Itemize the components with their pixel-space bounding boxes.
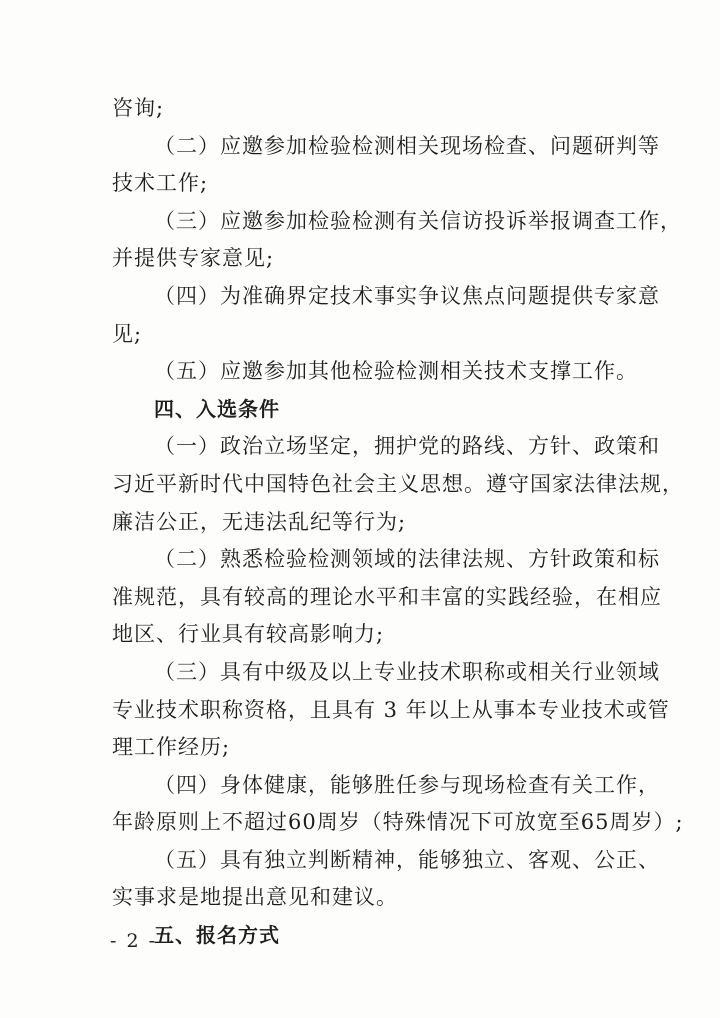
paragraph-line: （五）具有独立判断精神，能够独立、客观、公正、: [154, 847, 660, 872]
paragraph-line: （五）应邀参加其他检验检测相关技术支撑工作。: [154, 359, 638, 384]
paragraph-line: 地区、行业具有较高影响力;: [112, 622, 385, 647]
paragraph-line: 并提供专家意见;: [112, 246, 275, 271]
paragraph-line: 实事求是地提出意见和建议。: [112, 885, 398, 910]
paragraph-line: 准规范，具有较高的理论水平和丰富的实践经验，在相应: [112, 584, 662, 609]
paragraph-line: 习近平新时代中国特色社会主义思想。遵守国家法律法规，: [112, 471, 684, 496]
page-number: - 2 -: [110, 930, 158, 952]
paragraph-line: （一）政治立场坚定，拥护党的路线、方针、政策和: [154, 434, 660, 459]
paragraph-line: （二）熟悉检验检测领域的法律法规、方针政策和标: [154, 547, 660, 572]
document-body: [112, 90, 684, 955]
paragraph-line: 廉洁公正，无违法乱纪等行为;: [112, 509, 407, 534]
section-heading: 五、报名方式: [154, 923, 280, 948]
paragraph-line: 专业技术职称资格，且具有 3 年以上从事本专业技术或管: [112, 697, 670, 722]
paragraph-line: （二）应邀参加检验检测相关现场检查、问题研判等: [154, 133, 660, 158]
paragraph-line: （三）应邀参加检验检测有关信访投诉举报调查工作，: [154, 208, 682, 233]
paragraph-line: （三）具有中级及以上专业技术职称或相关行业领域: [154, 659, 660, 684]
paragraph-line: 理工作经历;: [112, 735, 231, 760]
paragraph-line: （四）身体健康，能够胜任参与现场检查有关工作，: [154, 772, 660, 797]
paragraph-line: （四）为准确界定技术事实争议焦点问题提供专家意: [154, 283, 660, 308]
paragraph-line: 见;: [112, 321, 143, 346]
section-heading: 四、入选条件: [154, 396, 280, 421]
paragraph-line: 咨询;: [112, 96, 165, 120]
paragraph-line: 技术工作;: [112, 171, 209, 196]
paragraph-line: 年龄原则上不超过60周岁（特殊情况下可放宽至65周岁）;: [112, 810, 684, 835]
